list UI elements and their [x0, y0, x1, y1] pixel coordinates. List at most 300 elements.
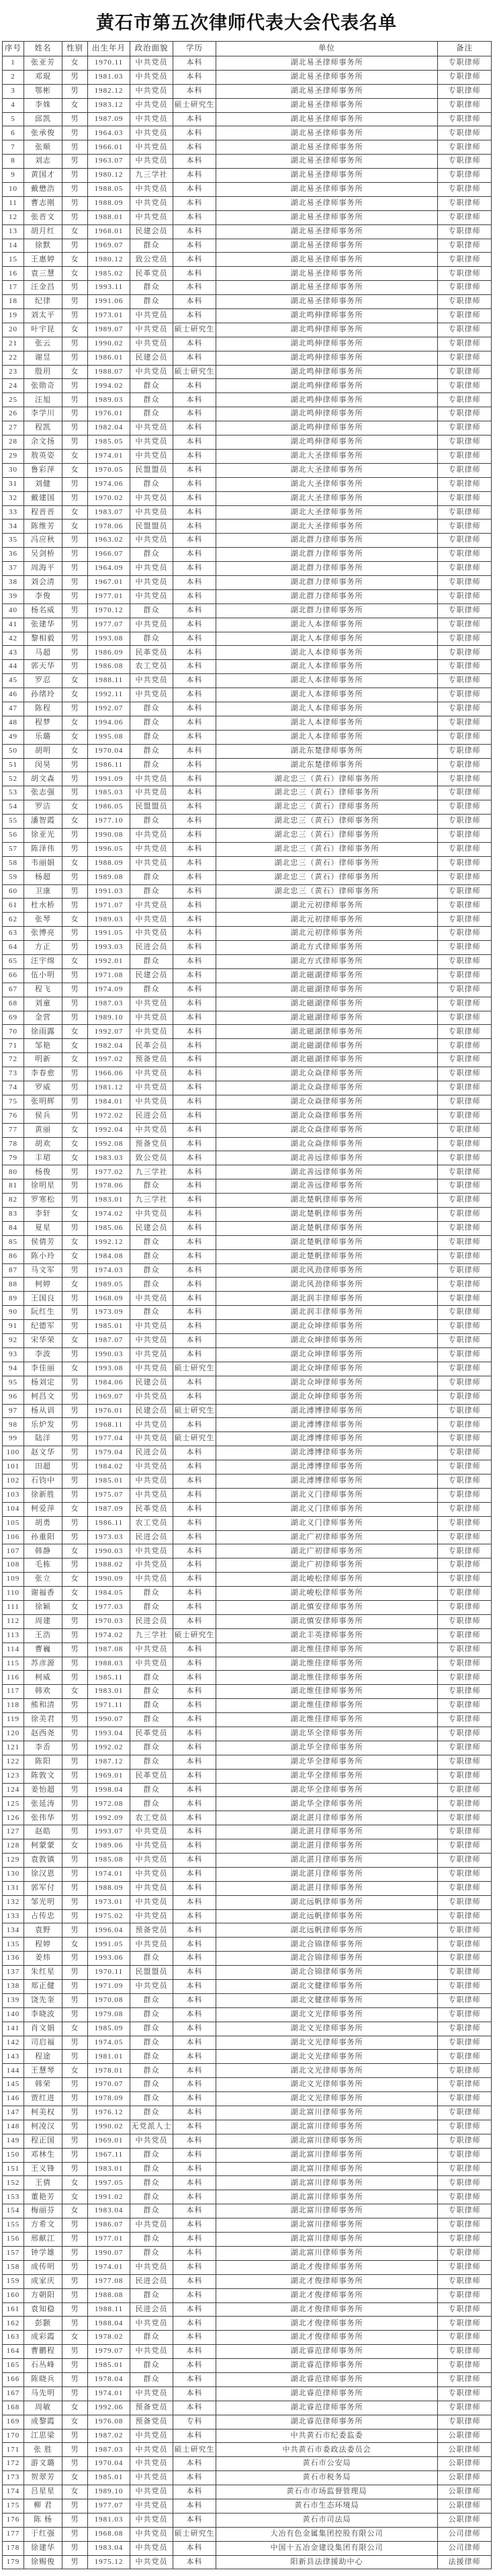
cell-gender: 男	[62, 1769, 88, 1783]
table-row	[3, 2134, 492, 2148]
cell-name: 刘健	[24, 477, 62, 491]
cell-remark: 专职律师	[438, 1179, 492, 1194]
table-row	[3, 520, 492, 534]
table-row	[3, 1559, 492, 1573]
cell-education: 本科	[173, 1811, 216, 1825]
cell-politics: 中共党员	[130, 842, 173, 856]
table-row	[3, 1179, 492, 1194]
table-row	[3, 1530, 492, 1544]
cell-name: 陈晓兵	[24, 2372, 62, 2386]
table-row	[3, 800, 492, 815]
cell-name: 谢昱	[24, 351, 62, 365]
cell-education: 本科	[173, 435, 216, 450]
cell-education: 本科	[173, 1980, 216, 1994]
cell-birth: 1991.02	[88, 2190, 130, 2204]
cell-seq: 161	[3, 2302, 24, 2317]
cell-birth: 1991.03	[88, 884, 130, 899]
cell-gender: 男	[62, 2050, 88, 2064]
cell-gender: 男	[62, 1895, 88, 1909]
cell-remark: 专职律师	[438, 1039, 492, 1053]
cell-unit: 湖北磁湖律师事务所	[216, 1025, 438, 1039]
cell-education: 本科	[173, 1109, 216, 1123]
cell-remark: 专职律师	[438, 1194, 492, 1208]
cell-education: 本科	[173, 2050, 216, 2064]
cell-birth: 1976.12	[88, 2106, 130, 2120]
cell-gender: 女	[62, 2204, 88, 2218]
cell-gender: 男	[62, 2134, 88, 2148]
cell-gender: 男	[62, 884, 88, 899]
cell-birth: 1993.06	[88, 1952, 130, 1966]
cell-name: 邱凯	[24, 112, 62, 126]
cell-remark: 专职律师	[438, 1320, 492, 1334]
cell-unit: 湖北维佳律师事务所	[216, 1643, 438, 1657]
cell-remark: 专职律师	[438, 2106, 492, 2120]
cell-unit: 湖北东楚律师事务所	[216, 744, 438, 758]
cell-unit: 湖北维佳律师事务所	[216, 1671, 438, 1685]
cell-gender: 男	[62, 2555, 88, 2569]
cell-seq: 27	[3, 421, 24, 435]
table-row	[3, 1151, 492, 1165]
cell-remark: 专职律师	[438, 1966, 492, 1980]
table-row	[3, 84, 492, 98]
cell-education: 本科	[173, 646, 216, 660]
cell-education: 本科	[173, 1067, 216, 1081]
table-row	[3, 1727, 492, 1741]
cell-education: 本科	[173, 2007, 216, 2022]
table-row	[3, 1067, 492, 1081]
cell-gender: 男	[62, 295, 88, 309]
cell-politics: 中共党员	[130, 337, 173, 351]
cell-seq: 46	[3, 688, 24, 702]
cell-gender: 男	[62, 1488, 88, 1502]
cell-politics: 群众	[130, 2331, 173, 2345]
cell-birth: 1989.07	[88, 323, 130, 337]
cell-politics: 中共党员	[130, 1657, 173, 1671]
table-row	[3, 2233, 492, 2247]
cell-education: 本科	[173, 575, 216, 589]
table-row	[3, 2541, 492, 2555]
cell-remark: 专职律师	[438, 1559, 492, 1573]
cell-name: 柳 君	[24, 2499, 62, 2513]
table-row	[3, 941, 492, 955]
cell-education: 本科	[173, 983, 216, 997]
cell-remark: 专职律师	[438, 1980, 492, 1994]
cell-gender: 男	[62, 1306, 88, 1320]
cell-name: 毛栋	[24, 1559, 62, 1573]
cell-remark: 专职律师	[438, 1025, 492, 1039]
cell-unit: 湖北丰英律师事务所	[216, 1628, 438, 1643]
cell-gender: 女	[62, 688, 88, 702]
cell-seq: 28	[3, 435, 24, 450]
cell-remark: 专职律师	[438, 1081, 492, 1095]
cell-gender: 男	[62, 1643, 88, 1657]
table-row	[3, 1165, 492, 1179]
cell-politics: 中共党员	[130, 98, 173, 112]
column-header-name: 姓名	[24, 42, 62, 56]
cell-education: 本科	[173, 351, 216, 365]
cell-politics: 群众	[130, 1278, 173, 1292]
cell-unit: 湖北溥博律师事务所	[216, 1474, 438, 1488]
table-row	[3, 716, 492, 730]
cell-unit: 湖北方式律师事务所	[216, 941, 438, 955]
cell-name: 李岙	[24, 1741, 62, 1755]
cell-gender: 男	[62, 646, 88, 660]
cell-education: 本科	[173, 2331, 216, 2345]
cell-name: 彭颢	[24, 2317, 62, 2331]
cell-gender: 男	[62, 941, 88, 955]
cell-seq: 29	[3, 449, 24, 463]
cell-education: 本科	[173, 155, 216, 169]
cell-unit: 湖北远帆律师事务所	[216, 1895, 438, 1909]
table-row	[3, 2036, 492, 2050]
table-row	[3, 646, 492, 660]
cell-seq: 91	[3, 1320, 24, 1334]
table-row	[3, 393, 492, 407]
cell-name: 罗忍	[24, 674, 62, 688]
cell-birth: 1983.07	[88, 505, 130, 520]
cell-birth: 1966.06	[88, 1067, 130, 1081]
cell-seq: 178	[3, 2541, 24, 2555]
cell-birth: 1977.08	[88, 2274, 130, 2288]
cell-remark: 专职律师	[438, 2190, 492, 2204]
cell-remark: 专职律师	[438, 2359, 492, 2373]
cell-education: 本科	[173, 674, 216, 688]
cell-education: 本科	[173, 2288, 216, 2302]
cell-politics: 群众	[130, 1600, 173, 1614]
table-row	[3, 379, 492, 393]
cell-unit: 湖北元初律师事务所	[216, 899, 438, 913]
cell-unit: 湖北义门律师事务所	[216, 1516, 438, 1530]
cell-politics: 群众	[130, 884, 173, 899]
cell-gender: 男	[62, 337, 88, 351]
cell-education: 本科	[173, 1123, 216, 1137]
cell-gender: 女	[62, 1249, 88, 1263]
table-row	[3, 1488, 492, 1502]
cell-unit: 湖北鸣伸律师事务所	[216, 421, 438, 435]
cell-name: 方希文	[24, 2218, 62, 2233]
cell-education: 本科	[173, 758, 216, 772]
cell-unit: 湖北易圣律师事务所	[216, 196, 438, 210]
cell-politics: 中共党员	[130, 688, 173, 702]
cell-name: 曹志刚	[24, 196, 62, 210]
cell-politics: 中共党员	[130, 2443, 173, 2457]
cell-education: 本科	[173, 2190, 216, 2204]
cell-gender: 女	[62, 2415, 88, 2429]
cell-name: 丰珺	[24, 1151, 62, 1165]
cell-unit: 湖北文健律师事务所	[216, 1980, 438, 1994]
cell-name: 郭军付	[24, 1881, 62, 1895]
cell-education: 本科	[173, 1952, 216, 1966]
table-row	[3, 884, 492, 899]
cell-name: 肖文娟	[24, 2022, 62, 2036]
table-row	[3, 1249, 492, 1263]
cell-unit: 湖北易圣律师事务所	[216, 169, 438, 183]
cell-birth: 1983.01	[88, 1194, 130, 1208]
table-row	[3, 968, 492, 983]
cell-remark: 专职律师	[438, 253, 492, 267]
cell-seq: 69	[3, 1011, 24, 1025]
table-row	[3, 899, 492, 913]
cell-seq: 75	[3, 1095, 24, 1109]
cell-unit: 湖北大圣律师事务所	[216, 463, 438, 477]
cell-unit: 湖北慎安律师事务所	[216, 1600, 438, 1614]
cell-politics: 预备党员	[130, 1923, 173, 1938]
table-row	[3, 2190, 492, 2204]
cell-seq: 57	[3, 842, 24, 856]
cell-remark: 专职律师	[438, 716, 492, 730]
cell-remark: 专职律师	[438, 1713, 492, 1727]
cell-birth: 1970.11	[88, 56, 130, 71]
cell-unit: 湖北群力律师事务所	[216, 604, 438, 618]
representatives-table	[2, 41, 492, 2569]
cell-birth: 1974.02	[88, 1208, 130, 1222]
cell-politics: 群众	[130, 1179, 173, 1194]
cell-seq: 103	[3, 1488, 24, 1502]
cell-unit: 湖北磁湖律师事务所	[216, 1011, 438, 1025]
cell-gender: 男	[62, 1081, 88, 1095]
cell-name: 罗寒松	[24, 1194, 62, 1208]
table-row	[3, 477, 492, 491]
cell-remark: 专职律师	[438, 1614, 492, 1628]
cell-name: 徐默	[24, 239, 62, 253]
cell-name: 方正	[24, 941, 62, 955]
table-row	[3, 1081, 492, 1095]
cell-seq: 101	[3, 1460, 24, 1474]
cell-unit: 湖北大圣律师事务所	[216, 505, 438, 520]
cell-politics: 群众	[130, 407, 173, 421]
cell-gender: 男	[62, 2148, 88, 2162]
cell-unit: 湖北溥博律师事务所	[216, 1432, 438, 1446]
cell-remark: 专职律师	[438, 1699, 492, 1713]
cell-unit: 湖北众坤律师事务所	[216, 1334, 438, 1348]
cell-remark: 专职律师	[438, 1741, 492, 1755]
table-row	[3, 1966, 492, 1980]
cell-birth: 1988.04	[88, 2317, 130, 2331]
cell-gender: 女	[62, 2485, 88, 2499]
cell-name: 张云	[24, 337, 62, 351]
cell-name: 张勋奇	[24, 379, 62, 393]
cell-birth: 1989.05	[88, 1278, 130, 1292]
cell-remark: 公职律师	[438, 2499, 492, 2513]
cell-education: 本科	[173, 1263, 216, 1278]
cell-unit: 大冶有色金属集团控股有限公司	[216, 2527, 438, 2541]
cell-name: 李俊	[24, 589, 62, 604]
cell-gender: 女	[62, 800, 88, 815]
cell-name: 汪宇绵	[24, 955, 62, 969]
cell-politics: 民进会员	[130, 1614, 173, 1628]
cell-name: 徐美君	[24, 1713, 62, 1727]
cell-remark: 专职律师	[438, 1446, 492, 1460]
cell-remark: 专职律师	[438, 2134, 492, 2148]
cell-birth: 1989.03	[88, 913, 130, 927]
table-row	[3, 1123, 492, 1137]
cell-education: 本科	[173, 1544, 216, 1559]
cell-remark: 公职律师	[438, 2429, 492, 2443]
cell-education: 本科	[173, 1081, 216, 1095]
cell-remark: 专职律师	[438, 449, 492, 463]
cell-gender: 男	[62, 2078, 88, 2092]
cell-remark: 专职律师	[438, 618, 492, 632]
cell-remark: 专职律师	[438, 1657, 492, 1671]
cell-unit: 湖北大圣律师事务所	[216, 477, 438, 491]
table-row	[3, 2218, 492, 2233]
cell-remark: 公司律师	[438, 2541, 492, 2555]
cell-unit: 湖北睿范律师事务所	[216, 2345, 438, 2359]
cell-gender: 男	[62, 842, 88, 856]
cell-education: 本科	[173, 2555, 216, 2569]
cell-remark: 专职律师	[438, 210, 492, 224]
cell-education: 本科	[173, 1095, 216, 1109]
column-header-birth: 出生年月	[88, 42, 130, 56]
cell-remark: 专职律师	[438, 2078, 492, 2092]
cell-seq: 102	[3, 1474, 24, 1488]
cell-education: 本科	[173, 927, 216, 941]
cell-seq: 21	[3, 337, 24, 351]
cell-politics: 中共党员	[130, 505, 173, 520]
cell-unit: 湖北群力律师事务所	[216, 589, 438, 604]
cell-unit: 湖北众焱律师事务所	[216, 1109, 438, 1123]
cell-name: 柯威	[24, 1671, 62, 1685]
cell-birth: 1986.09	[88, 646, 130, 660]
cell-birth: 1985.09	[88, 2022, 130, 2036]
table-row	[3, 196, 492, 210]
cell-seq: 42	[3, 632, 24, 646]
cell-politics: 群众	[130, 1263, 173, 1278]
table-row	[3, 295, 492, 309]
cell-politics: 群众	[130, 1306, 173, 1320]
cell-birth: 1978.02	[88, 2331, 130, 2345]
cell-education: 本科	[173, 1755, 216, 1769]
cell-education: 硕士研究生	[173, 323, 216, 337]
cell-seq: 78	[3, 1137, 24, 1151]
cell-politics: 群众	[130, 2106, 173, 2120]
cell-name: 李姝	[24, 98, 62, 112]
cell-seq: 162	[3, 2317, 24, 2331]
cell-unit: 湖北群力律师事务所	[216, 575, 438, 589]
cell-education: 本科	[173, 1208, 216, 1222]
cell-seq: 51	[3, 758, 24, 772]
cell-politics: 民进会员	[130, 1530, 173, 1544]
table-row	[3, 1502, 492, 1516]
cell-unit: 湖北忠三（黄石）律师事务所	[216, 772, 438, 786]
cell-name: 袁知稳	[24, 2302, 62, 2317]
cell-unit: 阳新县法律援助中心	[216, 2555, 438, 2569]
cell-unit: 湖北富川律师事务所	[216, 2246, 438, 2260]
cell-remark: 专职律师	[438, 1390, 492, 1404]
cell-education: 本科	[173, 562, 216, 576]
cell-education: 本科	[173, 2471, 216, 2485]
cell-unit: 湖北湛月律师事务所	[216, 1854, 438, 1868]
cell-education: 本科	[173, 1137, 216, 1151]
cell-politics: 群众	[130, 1235, 173, 1249]
table-row	[3, 632, 492, 646]
cell-birth: 1996.05	[88, 842, 130, 856]
cell-politics: 中共党员	[130, 2429, 173, 2443]
cell-remark: 专职律师	[438, 1993, 492, 2007]
cell-education: 本科	[173, 112, 216, 126]
cell-gender: 男	[62, 1867, 88, 1881]
cell-gender: 男	[62, 786, 88, 800]
cell-remark: 专职律师	[438, 1797, 492, 1811]
cell-education: 本科	[173, 2372, 216, 2386]
table-row	[3, 674, 492, 688]
cell-seq: 71	[3, 1039, 24, 1053]
cell-seq: 44	[3, 660, 24, 674]
cell-remark: 专职律师	[438, 183, 492, 197]
cell-unit: 湖北众焱律师事务所	[216, 1081, 438, 1095]
cell-birth: 1990.03	[88, 1544, 130, 1559]
cell-name: 刘志	[24, 155, 62, 169]
cell-gender: 男	[62, 1755, 88, 1769]
cell-birth: 1970.03	[88, 1614, 130, 1628]
cell-gender: 男	[62, 281, 88, 295]
table-row	[3, 688, 492, 702]
cell-remark: 专职律师	[438, 842, 492, 856]
cell-politics: 中共党员	[130, 1292, 173, 1306]
table-row	[3, 2457, 492, 2471]
cell-name: 游文璐	[24, 2457, 62, 2471]
cell-gender: 男	[62, 1628, 88, 1643]
cell-name: 张伟华	[24, 1811, 62, 1825]
cell-unit: 湖北合锦律师事务所	[216, 1952, 438, 1966]
cell-education: 本科	[173, 1881, 216, 1895]
table-row	[3, 365, 492, 379]
cell-politics: 中共党员	[130, 1474, 173, 1488]
cell-unit: 湖北元初律师事务所	[216, 913, 438, 927]
cell-seq: 129	[3, 1854, 24, 1868]
cell-seq: 130	[3, 1867, 24, 1881]
cell-birth: 1976.01	[88, 1404, 130, 1418]
cell-politics: 中共党员	[130, 1867, 173, 1881]
cell-birth: 1974.03	[88, 1263, 130, 1278]
cell-name: 胡明	[24, 744, 62, 758]
cell-seq: 59	[3, 870, 24, 884]
cell-politics: 群众	[130, 1783, 173, 1797]
table-row	[3, 253, 492, 267]
cell-gender: 男	[62, 1446, 88, 1460]
cell-remark: 专职律师	[438, 997, 492, 1011]
cell-name: 金营	[24, 1011, 62, 1025]
cell-education: 本科	[173, 2120, 216, 2134]
cell-unit: 湖北磁湖律师事务所	[216, 997, 438, 1011]
cell-birth: 1988.11	[88, 674, 130, 688]
cell-unit: 湖北溥博律师事务所	[216, 1446, 438, 1460]
cell-education: 本科	[173, 56, 216, 71]
cell-education: 硕士研究生	[173, 2527, 216, 2541]
cell-politics: 致公党员	[130, 1151, 173, 1165]
cell-unit: 湖北善远律师事务所	[216, 1179, 438, 1194]
cell-name: 曹巍	[24, 1643, 62, 1657]
cell-education: 本科	[173, 2204, 216, 2218]
cell-unit: 湖北文光律师事务所	[216, 2036, 438, 2050]
table-row	[3, 1867, 492, 1881]
cell-politics: 群众	[130, 1699, 173, 1713]
cell-unit: 湖北楚帆律师事务所	[216, 1208, 438, 1222]
cell-seq: 15	[3, 253, 24, 267]
table-row	[3, 1334, 492, 1348]
cell-birth: 1970.11	[88, 1966, 130, 1980]
cell-name: 韩荣	[24, 2078, 62, 2092]
cell-unit: 湖北群力律师事务所	[216, 562, 438, 576]
cell-birth: 1989.10	[88, 1011, 130, 1025]
table-row	[3, 1769, 492, 1783]
cell-education: 本科	[173, 997, 216, 1011]
cell-education: 本科	[173, 1053, 216, 1067]
cell-name: 程途	[24, 2050, 62, 2064]
cell-name: 胡文森	[24, 772, 62, 786]
cell-name: 董艳芳	[24, 2190, 62, 2204]
cell-politics: 群众	[130, 1952, 173, 1966]
